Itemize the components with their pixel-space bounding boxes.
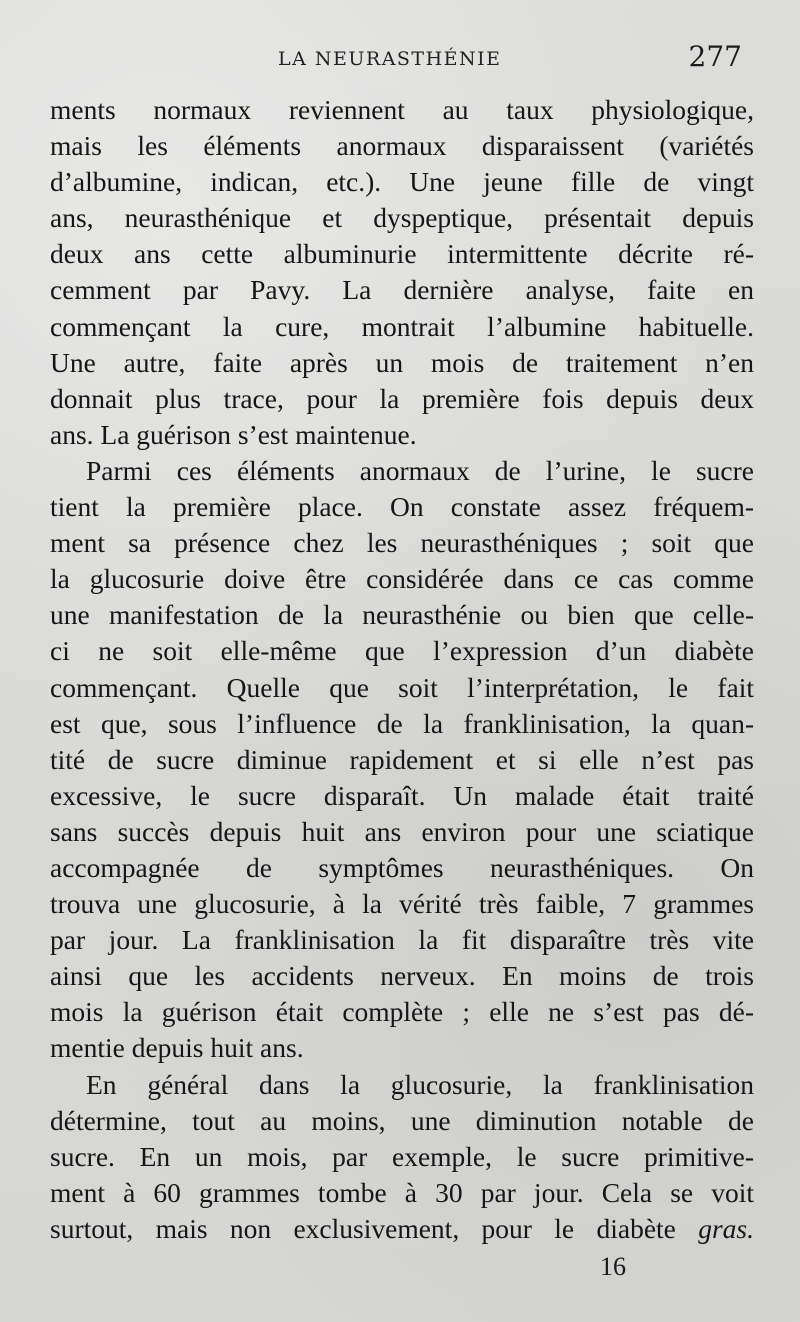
text-line: mais les éléments anormaux disparaissent (variétés xyxy=(50,130,754,162)
text-line: commençant la cure, montrait l’albumine habituelle. xyxy=(50,310,754,342)
body-text xyxy=(50,92,754,1247)
text-line: accompagnée de symptômes neurasthéniques. On xyxy=(50,851,754,883)
page-header xyxy=(0,40,800,80)
italic-word: gras. xyxy=(698,1212,754,1244)
text-line-part: surtout, mais non exclusivement, pour le diabète xyxy=(50,1212,676,1244)
signature-mark: 16 xyxy=(600,1252,626,1281)
text-line: sans succès depuis huit ans environ pour une sciatique xyxy=(50,815,754,847)
text-line: une manifestation de la neurasthénie ou bien que celle- xyxy=(50,599,754,631)
text-line: ment sa présence chez les neurasthéniques ; soit que xyxy=(50,527,754,559)
page-number: 277 xyxy=(688,40,742,73)
text-line: excessive, le sucre disparaît. Un malade était traité xyxy=(50,779,754,811)
text-line: mentie depuis huit ans. xyxy=(50,1032,304,1064)
text-line: Parmi ces éléments anormaux de l’urine, le sucre xyxy=(86,454,754,486)
text-line: trouva une glucosurie, à la vérité très faible, 7 grammes xyxy=(50,888,754,920)
text-line: ci ne soit elle-même que l’expression d’un diabète xyxy=(50,635,754,667)
text-line: En général dans la glucosurie, la franklinisation xyxy=(86,1068,754,1100)
text-line: tient la première place. On constate assez fréquem- xyxy=(50,491,754,523)
text-line: cemment par Pavy. La dernière analyse, faite en xyxy=(50,274,754,306)
text-line: détermine, tout au moins, une diminution notable de xyxy=(50,1104,754,1136)
text-line: ans, neurasthénique et dyspeptique, présentait depuis xyxy=(50,202,754,234)
text-line: Une autre, faite après un mois de traitement n’en xyxy=(50,346,754,378)
text-line: est que, sous l’influence de la franklinisation, la quan- xyxy=(50,707,754,739)
text-line: ment à 60 grammes tombe à 30 par jour. Cela se voit xyxy=(50,1176,754,1208)
text-line: ments normaux reviennent au taux physiologique, xyxy=(50,94,754,125)
text-line: donnait plus trace, pour la première fois depuis deux xyxy=(50,382,754,414)
text-line: par jour. La franklinisation la fit disparaître très vite xyxy=(50,924,754,956)
text-line: tité de sucre diminue rapidement et si elle n’est pas xyxy=(50,743,754,775)
text-line-with-italic xyxy=(50,1211,754,1247)
text-line: sucre. En un mois, par exemple, le sucre primitive- xyxy=(50,1140,754,1172)
text-line: commençant. Quelle que soit l’interprétation, le fait xyxy=(50,671,754,703)
text-line: mois la guérison était complète ; elle ne s’est pas dé- xyxy=(50,996,754,1028)
text-line: ans. La guérison s’est maintenue. xyxy=(50,418,417,450)
running-title: LA NEURASTHÉNIE xyxy=(278,48,502,70)
text-line: la glucosurie doive être considérée dans ce cas comme xyxy=(50,563,754,595)
text-line: d’albumine, indican, etc.). Une jeune fille de vingt xyxy=(50,166,754,198)
text-line: deux ans cette albuminurie intermittente décrite ré- xyxy=(50,238,754,270)
text-line: ainsi que les accidents nerveux. En moins de trois xyxy=(50,960,754,992)
